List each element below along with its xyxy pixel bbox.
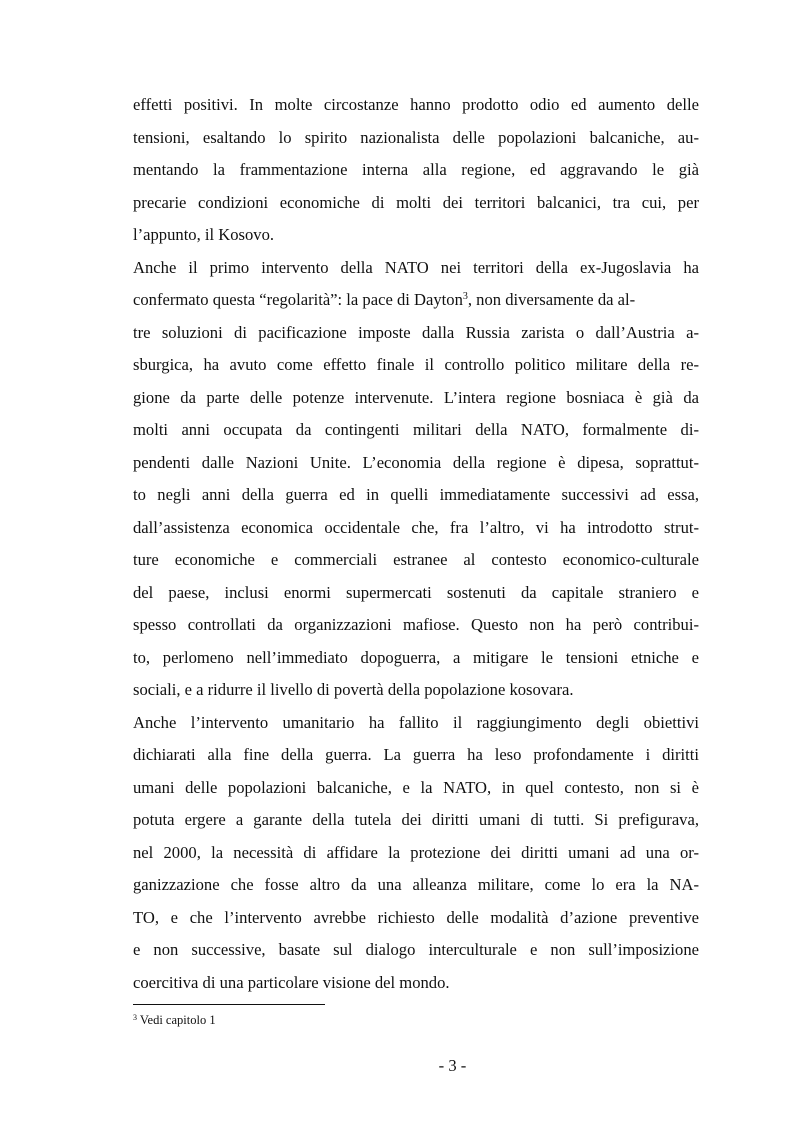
text-line: effetti positivi. In molte circostanze hanno prodotto odio ed aumento delle xyxy=(133,95,699,114)
text-line: mentando la frammentazione interna alla regione, ed aggravando le già xyxy=(133,160,699,179)
text-line: spesso controllati da organizzazioni mafiose. Questo non ha però contribui- xyxy=(133,615,699,634)
text-line: e non successive, basate sul dialogo interculturale e non sull’imposizione xyxy=(133,940,699,959)
paragraph-1 xyxy=(133,89,699,252)
text-line: tre soluzioni di pacificazione imposte dalla Russia zarista o dall’Austria a- xyxy=(133,322,699,342)
text-line: ture economiche e commerciali estranee al contesto economico-culturale xyxy=(133,550,699,569)
footnote xyxy=(133,1012,216,1028)
footnote-marker: 3 xyxy=(133,1013,137,1022)
text-line: del paese, inclusi enormi supermercati sostenuti da capitale straniero e xyxy=(133,582,699,602)
text-line: molti anni occupata da contingenti militari della NATO, formalmente di- xyxy=(133,420,699,439)
footnote-text: Vedi capitolo 1 xyxy=(137,1013,216,1027)
text-line: pendenti dalle Nazioni Unite. L’economia della regione è dipesa, soprattut- xyxy=(133,452,699,472)
text-line: dichiarati alla fine della guerra. La guerra ha leso profondamente i diritti xyxy=(133,745,699,764)
text-line: to, perlomeno nell’immediato dopoguerra, a mitigare le tensioni etniche e xyxy=(133,647,699,667)
text-line: sociali, e a ridurre il livello di povertà della popolazione kosovara. xyxy=(133,680,574,699)
text-line: TO, e che l’intervento avrebbe richiesto delle modalità d’azione preventive xyxy=(133,907,699,927)
text-line: ganizzazione che fosse altro da una alleanza militare, come lo era la NA- xyxy=(133,875,699,894)
text-line: umani delle popolazioni balcaniche, e la NATO, in quel contesto, non si è xyxy=(133,777,699,797)
text-line: gione da parte delle potenze intervenute. L’intera regione bosniaca è già da xyxy=(133,387,699,407)
text-line: coercitiva di una particolare visione del mondo. xyxy=(133,972,450,992)
paragraph-2 xyxy=(133,252,699,707)
text-line: potuta ergere a garante della tutela dei diritti umani di tutti. Si prefigurava, xyxy=(133,810,699,829)
paragraph-3 xyxy=(133,707,699,1000)
page-number: - 3 - xyxy=(438,1056,467,1075)
text-line: l’appunto, il Kosovo. xyxy=(133,225,275,244)
footnote-separator xyxy=(133,1004,325,1005)
text-line: precarie condizioni economiche di molti dei territori balcanici, tra cui, per xyxy=(133,192,699,212)
text-line: nel 2000, la necessità di affidare la protezione dei diritti umani ad una or- xyxy=(133,842,699,862)
text-line: dall’assistenza economica occidentale che, fra l’altro, vi ha introdotto strut- xyxy=(133,517,699,537)
text-line: Anche il primo intervento della NATO nei territori della ex-Jugoslavia ha xyxy=(133,257,699,277)
text-line: Anche l’intervento umanitario ha fallito il raggiungimento degli obiettivi xyxy=(133,712,699,732)
text-line: tensioni, esaltando lo spirito nazionalista delle popolazioni balcaniche, au- xyxy=(133,127,699,147)
text-line: sburgica, ha avuto come effetto finale il controllo politico militare della re- xyxy=(133,355,699,374)
body-text xyxy=(133,89,699,999)
text-line: to negli anni della guerra ed in quelli immediatamente successivi ad essa, xyxy=(133,485,699,504)
footnote-reference: 3 xyxy=(462,291,468,302)
text-fragment: confermato questa “regolarità”: la pace di Dayton xyxy=(133,290,463,309)
text-line-with-footnote-ref xyxy=(133,284,699,317)
text-fragment: , non diversamente da al- xyxy=(467,290,636,309)
